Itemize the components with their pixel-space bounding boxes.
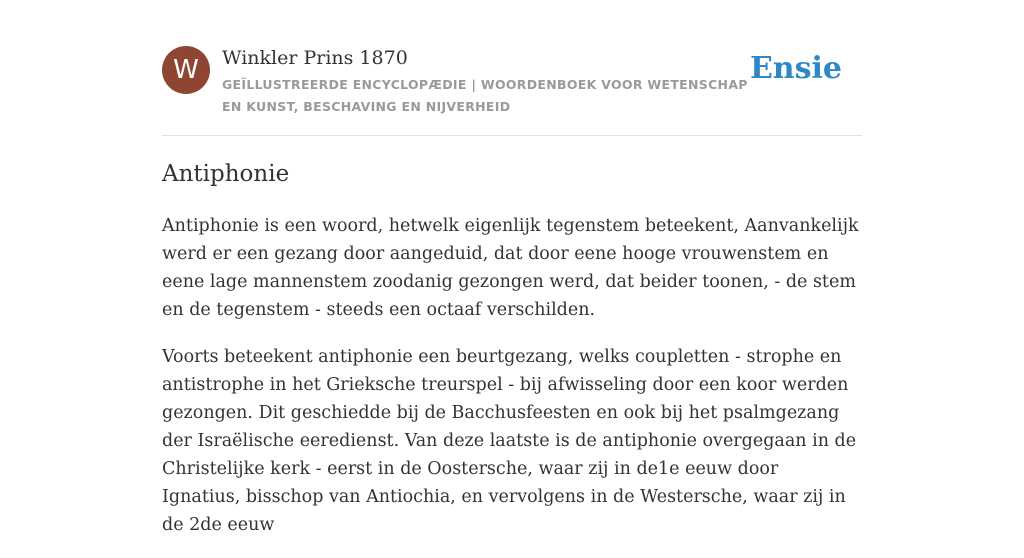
ensie-logo-link[interactable]: Ensie (749, 51, 842, 86)
article-title: Antiphonie (162, 161, 290, 187)
source-subtitle: GEÏLLUSTREERDE ENCYCLOPÆDIE | WOORDENBOEK VOOR WETENSCHAP EN KUNST, BESCHAVING EN NIJVERHEID (222, 77, 748, 114)
article-paragraph-2: Voorts beteekent antiphonie een beurtgezang, welks coupletten - strophe en antistrophe in het Grieksche treurspel - bij afwisseling door een koor werden gezongen. Dit geschiedde bij de Bacchusfeesten en ook bij het psalmgezang der Israëlische eeredienst. Van deze laatste is de antiphonie overgegaan in de Christelijke kerk - eerst in de Oostersche, waar zij in de1e eeuw door Ignatius, bisschop van Antiochia, en vervolgens in de Westersche, waar zij in de 2de eeuw (162, 347, 857, 535)
source-avatar[interactable]: W (162, 46, 210, 94)
source-title[interactable]: Winkler Prins 1870 (222, 47, 408, 69)
article-paragraph-1: Antiphonie is een woord, hetwelk eigenlijk tegenstem beteekent, Aanvankelijk werd er een gezang door aangeduid, dat door eene hooge vrouwenstem en eene lage mannenstem zoodanig gezongen werd, dat beider toonen, - de stem en de tegenstem - steeds een octaaf verschilden. (162, 216, 859, 320)
header-divider (162, 135, 862, 136)
article-body (162, 212, 862, 558)
source-header (162, 46, 862, 118)
